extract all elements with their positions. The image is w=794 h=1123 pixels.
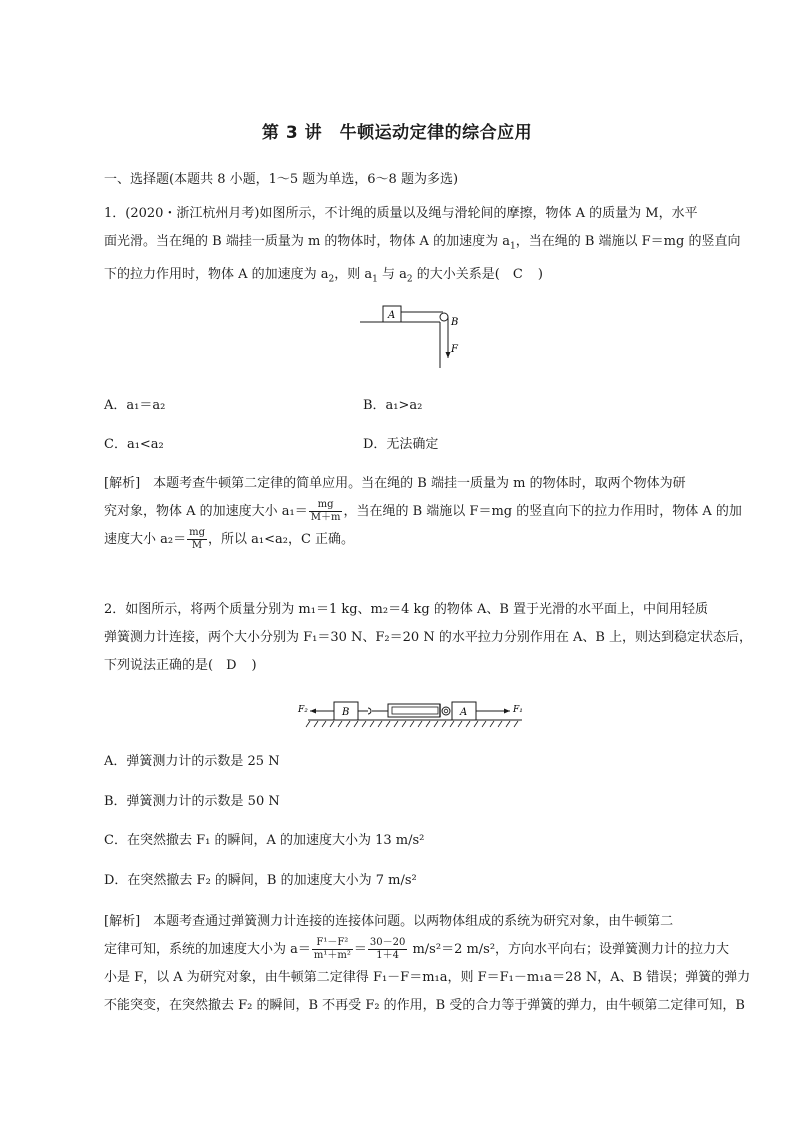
q1-option-d[interactable]: D．无法确定 — [363, 437, 439, 452]
q2-line-3: 下列说法正确的是( D ) — [104, 658, 257, 673]
fraction: $\frac{mg}{M+m}$ — [310, 499, 341, 523]
analysis-tag: [解析] — [104, 476, 141, 491]
label-f1: F₁ — [513, 705, 523, 715]
q2-line-2: 弹簧测力计连接，两个大小分别为 F₁＝30 N、F₂＝20 N 的水平拉力分别作用在 A、B 上，则达到稳定状态后， — [104, 630, 753, 645]
spring-scale-body — [388, 704, 440, 717]
page-title: 第 3 讲 牛顿运动定律的综合应用 — [261, 123, 533, 143]
question-2 — [104, 596, 753, 680]
label-b: B — [451, 317, 459, 328]
fraction: $\frac{mg}{M}$ — [189, 527, 205, 551]
q1-answer: C — [512, 266, 525, 282]
q2-option-c[interactable]: C．在突然撤去 F₁ 的瞬间，A 的加速度大小为 13 m/s² — [104, 833, 425, 848]
fraction: $\frac{\text{F¹－F²}}{\text{m¹＋m²}}$ — [313, 937, 351, 961]
label-a: A — [460, 707, 468, 718]
question-1 — [104, 200, 741, 293]
ring-icon — [442, 707, 450, 715]
q1-line-3: 下的拉力作用时，物体 A 的加速度为 $a_2$，则 $a_1$ 与 $a_2$ 的大小关系是( C ) — [104, 266, 543, 285]
q2-spring-scale-figure — [296, 696, 532, 730]
q2-answer: D — [226, 658, 239, 673]
analysis-tag: [解析] — [104, 914, 141, 929]
label-f: F — [451, 344, 458, 355]
q2-option-b[interactable]: B．弹簧测力计的示数是 50 N — [104, 794, 280, 809]
q2-analysis: [解析] 本题考查通过弹簧测力计连接的连接体问题。以两物体组成的系统为研究对象，由牛顿第二 定律可知，系统的加速度大小为 a＝ $\frac{\text{F¹－F²}}{\text{m¹＋m²}}$ ＝ $\frac{30-20}{1+4}$ m/s²＝2 m/s²，方向水平向右；设弹簧测力计的拉力大 小是 F，以 A 为研究对象，由牛顿第二定律得 F₁－F＝m₁a，则 F＝F₁－m₁a＝28 N，A、B 错误；弹簧的弹力 不能突变，在突然撤去 F₂ 的瞬间，B 不再受 F₂ 的作用，B 受的合力等于弹簧的弹力，由牛顿第二定律可知，B — [104, 914, 751, 1013]
label-a: A — [388, 310, 396, 321]
q1-analysis: [解析] 本题考查牛顿第二定律的简单应用。当在绳的 B 端挂一质量为 m 的物体时，取两个物体为研 究对象，物体 A 的加速度大小 a₁＝ $\frac{mg}{M+m}$ ，当在绳的 B 端施以 F＝mg 的竖直向下的拉力作用时，物体 A 的加 速度大小 a₂＝ $\frac{mg}{M}$ ，所以 a₁<a₂，C 正确。 — [104, 476, 742, 551]
q1-option-c[interactable]: C．a₁<a₂ — [104, 437, 164, 452]
q2-option-d[interactable]: D．在突然撤去 F₂ 的瞬间，B 的加速度大小为 7 m/s² — [104, 873, 417, 888]
label-f2: F₂ — [298, 705, 308, 715]
q1-line-1: 1．(2020・浙江杭州月考)如图所示，不计绳的质量以及绳与滑轮间的摩擦，物体 A 的质量为 M，水平 — [104, 206, 698, 221]
q1-option-a[interactable]: A．a₁＝a₂ — [104, 398, 166, 413]
fraction: $\frac{30-20}{1+4}$ — [369, 937, 406, 961]
pulley-icon — [440, 313, 448, 321]
q1-option-b[interactable]: B．a₁>a₂ — [363, 398, 423, 413]
q2-line-1: 2．如图所示，将两个质量分别为 m₁＝1 kg、m₂＝4 kg 的物体 A、B 置于光滑的水平面上，中间用轻质 — [104, 602, 709, 617]
q1-pulley-figure — [355, 300, 475, 372]
label-b: B — [342, 707, 350, 718]
q1-line-2: 面光滑。当在绳的 B 端挂一质量为 m 的物体时，物体 A 的加速度为 $a_1$，当在绳的 B 端施以 F＝mg 的竖直向 — [104, 234, 741, 252]
q2-option-a[interactable]: A．弹簧测力计的示数是 25 N — [104, 754, 280, 769]
section-heading: 一、选择题(本题共 8 小题，1～5 题为单选，6～8 题为多选) — [104, 172, 459, 187]
